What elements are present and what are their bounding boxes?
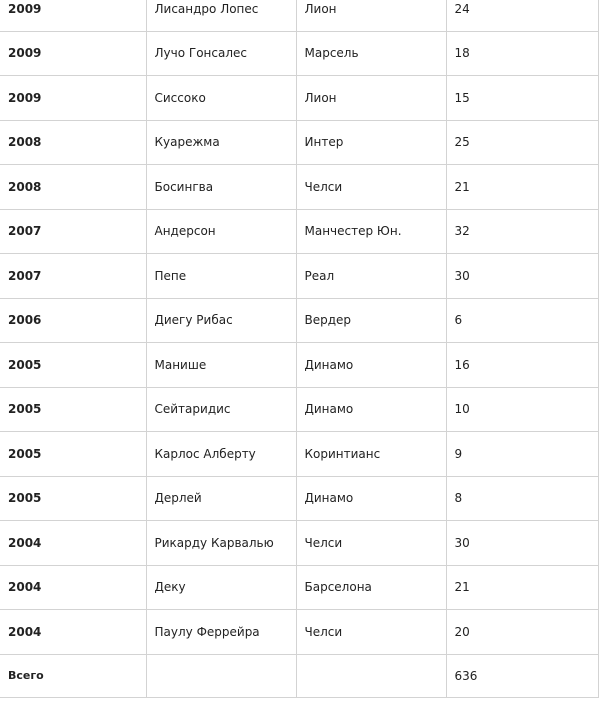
fee-cell: 20 xyxy=(446,610,598,655)
club-cell: Марсель xyxy=(296,31,446,76)
fee-cell: 9 xyxy=(446,432,598,477)
player-cell: Карлос Алберту xyxy=(146,432,296,477)
fee-cell: 21 xyxy=(446,165,598,210)
year-cell: 2004 xyxy=(0,565,146,610)
club-cell: Челси xyxy=(296,165,446,210)
fee-cell: 10 xyxy=(446,387,598,432)
player-cell: Куарежма xyxy=(146,120,296,165)
table-row xyxy=(0,521,598,566)
table-row xyxy=(0,120,598,165)
player-cell: Рикарду Карвалью xyxy=(146,521,296,566)
year-cell: 2009 xyxy=(0,76,146,121)
player-cell: Босингва xyxy=(146,165,296,210)
club-cell: Динамо xyxy=(296,476,446,521)
fee-cell: 30 xyxy=(446,254,598,299)
total-player-cell xyxy=(146,654,296,697)
year-cell: 2007 xyxy=(0,254,146,299)
year-cell: 2008 xyxy=(0,120,146,165)
club-cell: Барселона xyxy=(296,565,446,610)
year-cell: 2009 xyxy=(0,0,146,31)
fee-cell: 25 xyxy=(446,120,598,165)
total-club-cell xyxy=(296,654,446,697)
club-cell: Манчестер Юн. xyxy=(296,209,446,254)
year-cell: 2005 xyxy=(0,387,146,432)
fee-cell: 32 xyxy=(446,209,598,254)
player-cell: Сиссоко xyxy=(146,76,296,121)
player-cell: Манише xyxy=(146,343,296,388)
year-cell: 2006 xyxy=(0,298,146,343)
table-row xyxy=(0,298,598,343)
club-cell: Челси xyxy=(296,610,446,655)
club-cell: Интер xyxy=(296,120,446,165)
table-row xyxy=(0,476,598,521)
player-cell: Пепе xyxy=(146,254,296,299)
table-row xyxy=(0,343,598,388)
year-cell: 2008 xyxy=(0,165,146,210)
total-value-cell: 636 xyxy=(446,654,598,697)
fee-cell: 6 xyxy=(446,298,598,343)
table-row xyxy=(0,31,598,76)
club-cell: Лион xyxy=(296,0,446,31)
player-cell: Лисандро Лопес xyxy=(146,0,296,31)
club-cell: Лион xyxy=(296,76,446,121)
club-cell: Динамо xyxy=(296,387,446,432)
table-row xyxy=(0,565,598,610)
table-row xyxy=(0,387,598,432)
fee-cell: 8 xyxy=(446,476,598,521)
fee-cell: 16 xyxy=(446,343,598,388)
club-cell: Динамо xyxy=(296,343,446,388)
club-cell: Вердер xyxy=(296,298,446,343)
fee-cell: 30 xyxy=(446,521,598,566)
year-cell: 2009 xyxy=(0,31,146,76)
table-row xyxy=(0,610,598,655)
player-cell: Сейтаридис xyxy=(146,387,296,432)
player-cell: Дерлей xyxy=(146,476,296,521)
player-cell: Диегу Рибас xyxy=(146,298,296,343)
player-cell: Лучо Гонсалес xyxy=(146,31,296,76)
year-cell: 2004 xyxy=(0,521,146,566)
fee-cell: 18 xyxy=(446,31,598,76)
club-cell: Реал xyxy=(296,254,446,299)
year-cell: 2005 xyxy=(0,343,146,388)
table-row xyxy=(0,254,598,299)
table-row xyxy=(0,165,598,210)
club-cell: Коринтианс xyxy=(296,432,446,477)
club-cell: Челси xyxy=(296,521,446,566)
player-cell: Паулу Феррейра xyxy=(146,610,296,655)
player-cell: Деку xyxy=(146,565,296,610)
player-cell: Андерсон xyxy=(146,209,296,254)
year-cell: 2007 xyxy=(0,209,146,254)
table-row xyxy=(0,432,598,477)
fee-cell: 21 xyxy=(446,565,598,610)
fee-cell: 15 xyxy=(446,76,598,121)
total-label-cell: Всего xyxy=(0,654,146,697)
table-row xyxy=(0,0,598,31)
table-row xyxy=(0,209,598,254)
year-cell: 2005 xyxy=(0,432,146,477)
total-row xyxy=(0,654,598,697)
table-row xyxy=(0,76,598,121)
year-cell: 2005 xyxy=(0,476,146,521)
fee-cell: 24 xyxy=(446,0,598,31)
year-cell: 2004 xyxy=(0,610,146,655)
